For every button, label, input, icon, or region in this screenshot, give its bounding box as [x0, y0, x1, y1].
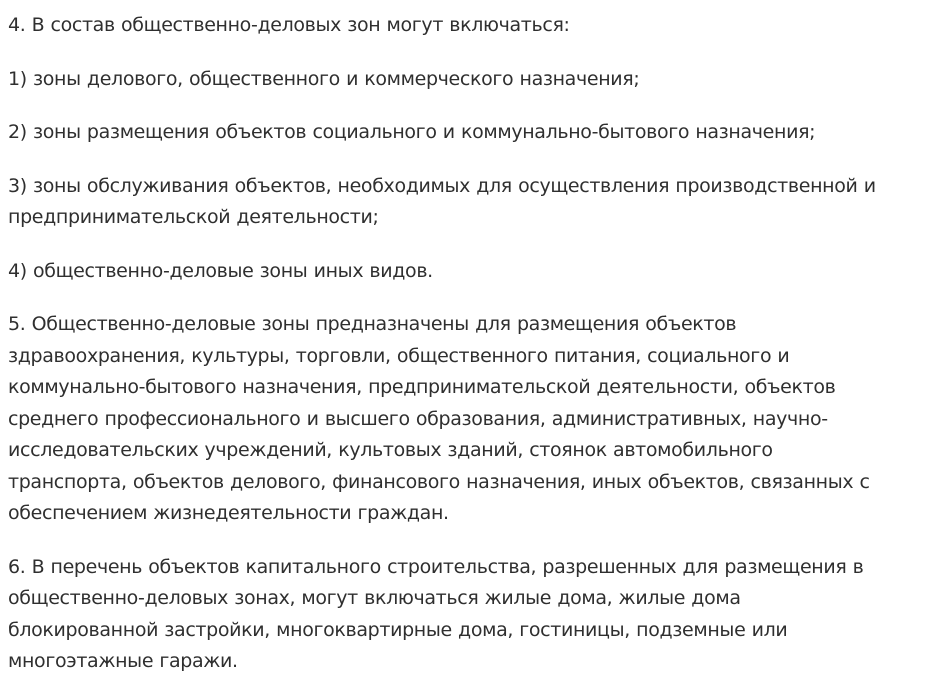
text-line: транспорта, объектов делового, финансового назначения, иных объектов, связанных с [8, 470, 870, 493]
text-line: 6. В перечень объектов капитального строительства, разрешенных для размещения в [8, 555, 864, 578]
list-item-4 [8, 256, 939, 288]
text-line: 1) зоны делового, общественного и коммерческого назначения; [8, 67, 640, 90]
paragraph-4 [8, 10, 939, 42]
text-line: здравоохранения, культуры, торговли, общественного питания, социального и [8, 344, 790, 367]
text-line: 5. Общественно-деловые зоны предназначены для размещения объектов [8, 313, 737, 335]
text-line: общественно-деловых зонах, могут включаться жилые дома, жилые дома [8, 587, 741, 609]
text-line: 4) общественно-деловые зоны иных видов. [8, 259, 433, 282]
text-line: 2) зоны размещения объектов социального и коммунально-бытового назначения; [8, 121, 816, 143]
text-line: обеспечением жизнедеятельности граждан. [8, 502, 449, 524]
list-item-3 [8, 171, 939, 234]
paragraph-6 [8, 552, 939, 678]
text-line: 4. В состав общественно-деловых зон могут включаться: [8, 14, 570, 36]
text-line: среднего профессионального и высшего образования, административных, научно- [8, 407, 828, 430]
text-line: блокированной застройки, многоквартирные дома, гостиницы, подземные или [8, 618, 788, 641]
list-item-1 [8, 64, 939, 96]
text-line: предпринимательской деятельности; [8, 206, 379, 228]
list-item-2 [8, 117, 939, 149]
text-line: коммунально-бытового назначения, предпринимательской деятельности, объектов [8, 376, 836, 398]
text-line: 3) зоны обслуживания объектов, необходимых для осуществления производственной и [8, 174, 876, 197]
paragraph-5 [8, 309, 939, 530]
text-line: многоэтажные гаражи. [8, 650, 238, 672]
text-line: исследовательских учреждений, культовых зданий, стоянок автомобильного [8, 439, 773, 461]
